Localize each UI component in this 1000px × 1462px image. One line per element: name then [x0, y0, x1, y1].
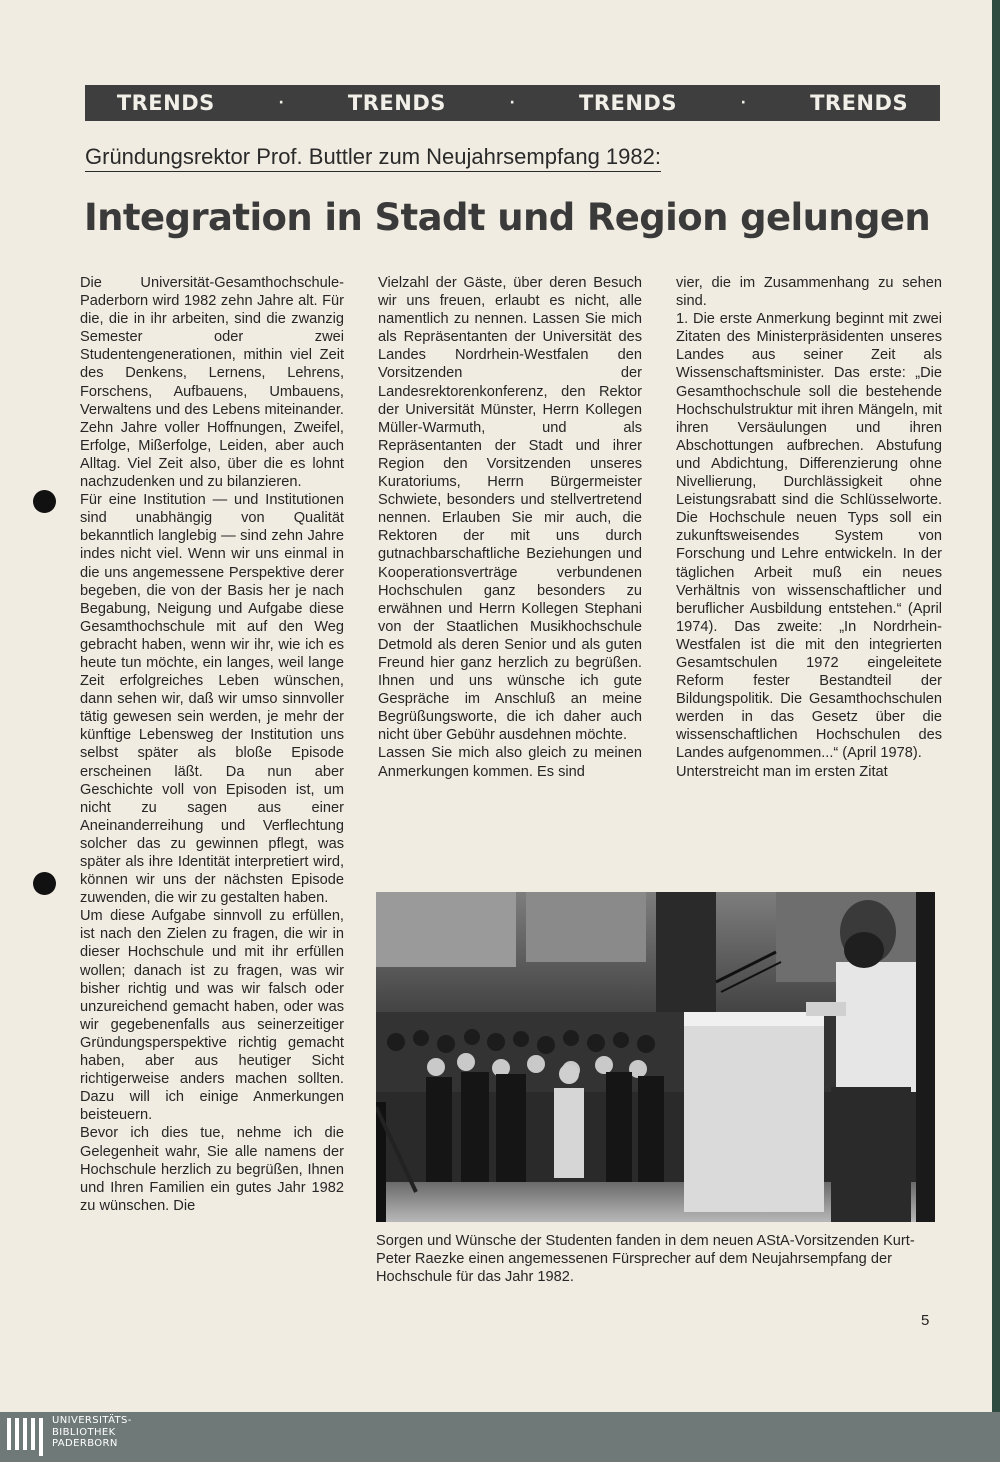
text-column-3 — [676, 274, 942, 781]
trends-label-4: TRENDS — [810, 91, 909, 115]
trends-separator-2: · — [509, 95, 516, 111]
trends-label-2: TRENDS — [347, 91, 446, 115]
page-edge — [992, 0, 1000, 1412]
article-subtitle: Gründungsrektor Prof. Buttler zum Neujahrsempfang 1982: — [85, 144, 661, 172]
page-number: 5 — [921, 1312, 930, 1329]
caption-text: Sorgen und Wünsche der Studenten fanden in dem neuen AStA-Vorsitzenden Kurt-Peter Raezke einen angemessenen Fürsprecher auf dem Neujahrsempfang der Hochschule für das Jahr 1982. — [376, 1233, 915, 1286]
library-logo-icon — [5, 1416, 45, 1456]
trends-separator-1: · — [278, 95, 285, 111]
trends-separator-3: · — [740, 95, 747, 111]
trends-label-1: TRENDS — [116, 91, 215, 115]
article-headline: Integration in Stadt und Region gelungen — [84, 196, 931, 239]
punch-hole-bottom — [33, 872, 56, 895]
paragraph: Bevor ich dies tue, nehme ich die Gelegenheit wahr, Sie alle namens der Hochschule herzlich zu begrüßen, Ihnen und Ihren Familien ein gutes Jahr 1982 zu wünschen. Die — [80, 1125, 344, 1214]
paragraph: Vielzahl der Gäste, über deren Besuch wir uns freuen, erlaubt es nicht, alle namentlich zu nennen. Lassen Sie mich als Repräsentanten der Universität des Landes Nordrhein-Westfalen den Vorsitzenden der Landesrektorenkonferenz, den Rektor der Universität Münster, Herrn Kollegen Müller-Warmuth, und als Repräsentanten der Stadt und ihrer Region den Vorsitzenden unseres Kuratoriums, Herrn Bürgermeister Schwiete, besonders und stellvertretend nennen. Erlauben Sie mir auch, die Rektoren der mit uns durch gutnachbarschaftliche Beziehungen und Kooperationsverträge verbundenen Hochschulen ganz besonders zu erwähnen und Herrn Kollegen Stephani von der Staatlichen Musikhochschule Detmold als deren Senior und als guten Freund hier ganz herzlich zu begrüßen. Ihnen und uns wünsche ich gute Gespräche im Anschluß an meine Begrüßungsworte, die ich daher auch nicht über Gebühr ausdehnen möchte. — [378, 275, 642, 744]
paragraph: vier, die im Zusammenhang zu sehen sind. — [676, 275, 942, 310]
paragraph: Unterstreicht man im ersten Zitat — [676, 763, 888, 780]
paragraph: Die Universität-Gesamthochschule-Paderborn wird 1982 zehn Jahre alt. Für die, die in ihr arbeiten, sind die zwanzig Semester oder zwei Studentengenerationen, mithin viel Zeit des Denkens, Lernens, Lehrens, Forschens, Aufbauens, Umbauens, Verwaltens und des Lebens miteinander. Zehn Jahre voller Hoffnungen, Zweifel, Erfolge, Mißerfolge, Leiden, aber auch Alltag. Viel Zeit also, über die es lohnt nachzudenken und zu bilanzieren. — [80, 275, 344, 491]
photo-icon — [376, 892, 935, 1222]
trends-label-3: TRENDS — [579, 91, 677, 115]
library-logo-text — [52, 1415, 132, 1450]
text-column-2 — [378, 274, 642, 781]
logo-line-3: PADERBORN — [52, 1438, 118, 1449]
punch-hole-top — [33, 490, 56, 513]
paragraph: Für eine Institution — und Institutionen sind unabhängig von Qualität bekanntlich langlebig — sind zehn Jahre indes nicht viel. Wenn wir uns einmal in die uns angemessene Perspektive derer begeben, die von der Basis her je nach Begabung, Neigung und Aufgabe diese Gesamthochschule mit auf den Weg gebracht haben, wenn wir ihr, wie ich es heute tun möchte, ein langes, weil lange Zeit erfolgreiches Leben wünschen, dann sehen wir, daß wir umso sinnvoller tätig gewesen sein werden, je mehr der künftige Lebensweg der Institution uns selbst später als bloße Episode erscheinen läßt. Da nun aber Geschichte voll von Episoden ist, um nicht zu sagen aus einer Aneinanderreihung und Verflechtung solcher das zu gewinnen pflegt, was später als ihre Identität interpretiert wird, können wir uns der nächsten Episode zuwenden, die wir zu gestalten haben. — [80, 492, 344, 907]
text-column-1 — [80, 274, 344, 1215]
photo-speaker-at-lectern — [376, 892, 935, 1222]
paragraph: Um diese Aufgabe sinnvoll zu erfüllen, ist nach den Zielen zu fragen, die wir in dieser Hochschule und mit ihr erfüllen wollen; danach ist zu fragen, was wir bisher richtig und was wir falsch oder unzureichend gemacht haben, oder was wir gegebenenfalls aus seinerzeitiger Gründungsperspektive richtig gemacht haben, aber aus heutiger Sicht richtigerweise anders machen sollten. Dazu will ich einige Anmerkungen beisteuern. — [80, 908, 344, 1124]
logo-line-1: UNIVERSITÄTS- — [52, 1415, 132, 1426]
paragraph: Lassen Sie mich also gleich zu meinen Anmerkungen kommen. Es sind — [378, 745, 642, 780]
paragraph: 1. Die erste Anmerkung beginnt mit zwei Zitaten des Ministerpräsidenten unseres Landes aus seiner Zeit als Wissenschaftsminister. Das erste: „Die Gesamthochschule soll die bestehende Hochschulstruktur mit ihren Mängeln, mit ihren Versäulungen und ihren Abschottungen aufbrechen. Abstufung und Abdichtung, Differenzierung ohne Nivellierung, Durchlässigkeit ohne Leistungsrabatt sind die Schlüsselworte. Die Hochschule neuen Typs soll ein zukunftsweisendes System von Forschung und Lehre entwickeln. In der täglichen Arbeit muß ein neues Verhältnis von wissenschaftlicher und beruflicher Ausbildung entstehen.“ (April 1974). Das zweite: „In Nordrhein-Westfalen ist die mit den integrierten Gesamtschulen 1972 eingeleitete Reform fester Bestandteil der Bildungspolitik. Die Gesamthochschulen werden in das Gesetz über die wissenschaftlichen Hochschulen des Landes aufgenommen...“ (April 1978). — [676, 311, 942, 762]
photo-caption — [376, 1232, 942, 1286]
logo-line-2: BIBLIOTHEK — [52, 1426, 116, 1438]
trends-header-bar — [85, 85, 940, 121]
library-footer — [0, 1412, 1000, 1462]
